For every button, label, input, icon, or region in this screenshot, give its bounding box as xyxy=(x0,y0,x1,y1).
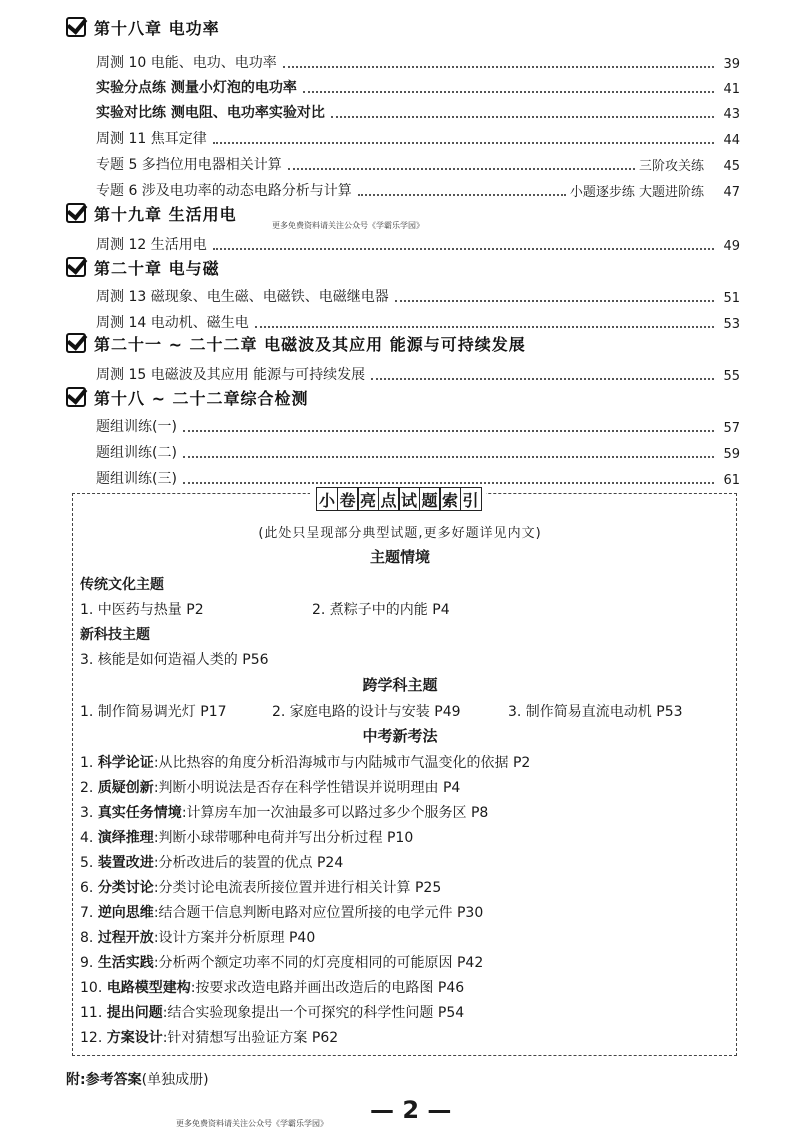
chapter-title: 第二十章 电与磁 xyxy=(94,258,220,278)
index-entry[interactable]: 3. 制作简易直流电动机 P53 xyxy=(508,704,683,720)
page-number: — 2 — xyxy=(370,1096,452,1124)
toc-row-page: 41 xyxy=(723,82,740,97)
item-text: :分析改进后的装置的优点 P24 xyxy=(153,855,344,871)
index-entry[interactable]: 3. 核能是如何造福人类的 P56 xyxy=(80,652,269,668)
index-entry[interactable]: 1. 中医药与热量 P2 xyxy=(80,602,204,618)
item-key: 质疑创新 xyxy=(97,780,154,796)
item-text: :设计方案并分析原理 P40 xyxy=(153,930,316,946)
toc-row-label: 题组训练(三) xyxy=(96,471,177,487)
item-text: :针对猜想写出验证方案 P62 xyxy=(162,1030,339,1046)
toc-row-page: 43 xyxy=(723,107,740,122)
index-title-char: 引 xyxy=(460,487,482,511)
leader-dots xyxy=(255,326,714,328)
index-title-char: 试 xyxy=(398,487,420,511)
toc-row-label: 周测 12 生活用电 xyxy=(96,237,207,253)
toc-row-label: 周测 13 磁现象、电生磁、电磁铁、电磁继电器 xyxy=(96,289,389,305)
exam-item[interactable] xyxy=(80,1027,338,1047)
toc-row-page: 61 xyxy=(723,473,740,488)
answer-key-label: 附:参考答案 xyxy=(66,1072,142,1088)
item-number: 4. xyxy=(80,830,94,846)
item-text: :判断小球带哪种电荷并写出分析过程 P10 xyxy=(153,830,414,846)
checkmark-icon xyxy=(66,257,86,277)
index-title-char: 索 xyxy=(439,487,461,511)
leader-dots xyxy=(183,482,714,484)
exam-item[interactable] xyxy=(80,752,530,772)
index-subtitle: (此处只呈现部分典型试题,更多好题详见内文) xyxy=(258,526,542,541)
checkmark-icon xyxy=(66,387,86,407)
chapter-20-heading[interactable] xyxy=(66,254,220,280)
leader-dots xyxy=(183,430,714,432)
index-title-char: 小 xyxy=(316,487,338,511)
chapter-comprehensive-heading[interactable] xyxy=(66,384,309,410)
watermark-text: 更多免费资料请关注公众号《学霸乐学园》 xyxy=(272,221,424,230)
item-text: :计算房车加一次油最多可以路过多少个服务区 P8 xyxy=(181,805,489,821)
exam-item[interactable] xyxy=(80,952,483,972)
item-text: :结合题干信息判断电路对应位置所接的电学元件 P30 xyxy=(153,905,484,921)
index-title-char: 亮 xyxy=(357,487,379,511)
item-key: 生活实践 xyxy=(97,955,154,971)
exam-item[interactable] xyxy=(80,877,441,897)
toc-row[interactable] xyxy=(96,414,740,436)
toc-row[interactable] xyxy=(96,232,740,254)
leader-dots xyxy=(288,168,635,170)
toc-row[interactable] xyxy=(96,126,740,148)
toc-row-label: 实验分点练 测量小灯泡的电功率 xyxy=(96,80,297,96)
index-entry[interactable]: 2. 家庭电路的设计与安装 P49 xyxy=(272,704,461,720)
index-title-char: 题 xyxy=(419,487,441,511)
item-key: 电路模型建构 xyxy=(106,980,191,996)
item-key: 演绎推理 xyxy=(97,830,154,846)
answer-key-detail: (单独成册) xyxy=(141,1072,209,1088)
leader-dots xyxy=(213,248,714,250)
item-key: 分类讨论 xyxy=(97,880,154,896)
leader-dots xyxy=(395,300,714,302)
toc-row-label: 专题 6 涉及电功率的动态电路分析与计算 xyxy=(96,183,352,199)
item-key: 过程开放 xyxy=(97,930,154,946)
item-text: :分析两个额定功率不同的灯亮度相同的可能原因 P42 xyxy=(153,955,484,971)
toc-row[interactable] xyxy=(96,466,740,488)
toc-row-page: 51 xyxy=(723,291,740,306)
item-key: 提出问题 xyxy=(106,1005,163,1021)
toc-row[interactable] xyxy=(96,75,740,97)
toc-row-page: 44 xyxy=(723,133,740,148)
item-text: :结合实验现象提出一个可探究的科学性问题 P54 xyxy=(162,1005,465,1021)
item-key: 装置改进 xyxy=(97,855,154,871)
item-text: :分类讨论电流表所接位置并进行相关计算 P25 xyxy=(153,880,442,896)
section-heading: 主题情境 xyxy=(369,548,430,566)
exam-item[interactable] xyxy=(80,802,488,822)
toc-row[interactable] xyxy=(96,50,740,72)
toc-row-label: 专题 5 多挡位用电器相关计算 xyxy=(96,157,282,173)
item-number: 6. xyxy=(80,880,94,896)
exam-item[interactable] xyxy=(80,852,343,872)
leader-dots xyxy=(213,142,714,144)
toc-row-page: 49 xyxy=(723,239,740,254)
subsection-heading: 新科技主题 xyxy=(80,627,150,643)
section-heading: 跨学科主题 xyxy=(362,676,438,694)
item-number: 8. xyxy=(80,930,94,946)
item-number: 9. xyxy=(80,955,94,971)
watermark-text: 更多免费资料请关注公众号《学霸乐学园》 xyxy=(176,1119,328,1128)
toc-row[interactable] xyxy=(96,310,740,332)
toc-row-label: 周测 15 电磁波及其应用 能源与可持续发展 xyxy=(96,367,366,383)
index-entry[interactable]: 2. 煮粽子中的内能 P4 xyxy=(312,602,450,618)
toc-row[interactable] xyxy=(96,152,740,174)
chapter-title: 第二十一 ~ 二十二章 电磁波及其应用 能源与可持续发展 xyxy=(94,334,526,354)
toc-row-tag: 小题逐步练 大题进阶练 xyxy=(569,185,704,200)
item-text: :按要求改造电路并画出改造后的电路图 P46 xyxy=(190,980,465,996)
item-key: 逆向思维 xyxy=(97,905,154,921)
item-number: 3. xyxy=(80,805,94,821)
item-number: 1. xyxy=(80,755,94,771)
checkmark-icon xyxy=(66,333,86,353)
leader-dots xyxy=(183,456,714,458)
index-title-char: 卷 xyxy=(337,487,359,511)
index-entry[interactable]: 1. 制作简易调光灯 P17 xyxy=(80,704,227,720)
toc-row[interactable] xyxy=(96,284,740,306)
toc-row-label: 题组训练(二) xyxy=(96,445,177,461)
exam-item[interactable] xyxy=(80,902,483,922)
exam-item[interactable] xyxy=(80,927,315,947)
checkmark-icon xyxy=(66,203,86,223)
exam-item[interactable] xyxy=(80,1002,464,1022)
toc-row-label: 实验对比练 测电阻、电功率实验对比 xyxy=(96,105,325,121)
chapter-title: 第十九章 生活用电 xyxy=(94,204,237,224)
answer-key-note xyxy=(66,1069,209,1089)
toc-row-label: 周测 14 电动机、磁生电 xyxy=(96,315,249,331)
item-number: 2. xyxy=(80,780,94,796)
item-number: 7. xyxy=(80,905,94,921)
exam-item[interactable] xyxy=(80,777,460,797)
item-number: 5. xyxy=(80,855,94,871)
toc-row-tag: 三阶攻关练 xyxy=(638,159,704,174)
chapter-21-22-heading[interactable] xyxy=(66,330,526,356)
item-number: 10. xyxy=(80,980,103,996)
toc-row-page: 47 xyxy=(723,185,740,200)
leader-dots xyxy=(331,116,714,118)
toc-row-page: 53 xyxy=(723,317,740,332)
item-number: 11. xyxy=(80,1005,103,1021)
section-heading: 中考新考法 xyxy=(362,727,438,745)
toc-row-page: 57 xyxy=(723,421,740,436)
toc-row-label: 题组训练(一) xyxy=(96,419,177,435)
chapter-19-heading[interactable] xyxy=(66,200,237,226)
item-text: :从比热容的角度分析沿海城市与内陆城市气温变化的依据 P2 xyxy=(153,755,531,771)
checkmark-icon xyxy=(66,17,86,37)
toc-row[interactable] xyxy=(96,178,740,200)
leader-dots xyxy=(303,91,714,93)
toc-row-page: 45 xyxy=(723,159,740,174)
item-key: 真实任务情境 xyxy=(97,805,182,821)
item-number: 12. xyxy=(80,1030,103,1046)
toc-row-page: 59 xyxy=(723,447,740,462)
toc-row-label: 周测 11 焦耳定律 xyxy=(96,131,207,147)
leader-dots xyxy=(371,378,714,380)
index-title-char: 点 xyxy=(378,487,400,511)
toc-row[interactable] xyxy=(96,362,740,384)
toc-row[interactable] xyxy=(96,100,740,122)
chapter-title: 第十八 ~ 二十二章综合检测 xyxy=(94,388,309,408)
exam-item[interactable] xyxy=(80,977,464,997)
toc-row-label: 周测 10 电能、电功、电功率 xyxy=(96,55,277,71)
index-title xyxy=(310,487,486,511)
leader-dots xyxy=(283,66,714,68)
toc-row-page: 55 xyxy=(723,369,740,384)
toc-row-page: 39 xyxy=(723,57,740,72)
item-key: 方案设计 xyxy=(106,1030,163,1046)
chapter-18-heading[interactable] xyxy=(66,14,220,40)
toc-row[interactable] xyxy=(96,440,740,462)
item-key: 科学论证 xyxy=(97,755,154,771)
item-text: :判断小明说法是否存在科学性错误并说明理由 P4 xyxy=(153,780,461,796)
chapter-title: 第十八章 电功率 xyxy=(94,18,220,38)
exam-item[interactable] xyxy=(80,827,413,847)
leader-dots xyxy=(358,194,566,196)
subsection-heading: 传统文化主题 xyxy=(80,577,164,593)
